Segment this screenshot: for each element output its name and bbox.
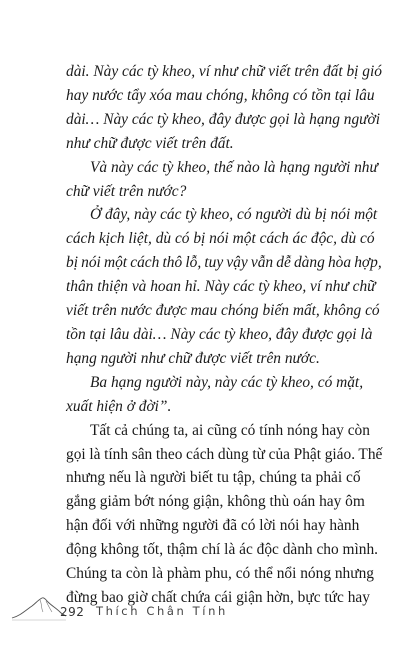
text-line: bị nói một cách thô lỗ, tuy vậy vẫn dễ dàng hòa hợp, (66, 254, 382, 272)
paragraph (66, 156, 382, 204)
text-line: Ở đây, này các tỳ kheo, có người dù bị nói một (90, 206, 378, 224)
text-line: gắng giảm bớt nóng giận, không thù oán hay ôm (66, 493, 365, 511)
text-line: động không tốt, thậm chí là ác độc dành cho mình. (66, 541, 379, 559)
text-line: Tất cả chúng ta, ai cũng có tính nóng hay còn (90, 421, 370, 439)
text-line: xuất hiện ở đời”. (66, 397, 172, 415)
body-text (66, 60, 382, 610)
text-line: hạng người như chữ được viết trên nước. (66, 349, 320, 367)
running-footer-author: Thích Chân Tính (96, 604, 228, 618)
text-line: viết trên nước được mau chóng biến mất, không có (66, 302, 380, 320)
text-line: dài. Này các tỳ kheo, ví như chữ viết trên đất bị gió (66, 63, 382, 80)
text-line: thân thiện và hoan hỉ. Này các tỳ kheo, ví như chữ (66, 278, 376, 296)
text-line: Ba hạng người này, này các tỳ kheo, có mặt, (90, 373, 364, 391)
text-line: gọi là tính sân theo cách dùng từ của Phật giáo. Thế (66, 445, 383, 463)
page-number: 292 (60, 605, 85, 619)
text-line: hay nước tẩy xóa mau chóng, không có tồn tại lâu (66, 86, 375, 104)
page-footer (0, 588, 420, 628)
text-line: cách kịch liệt, dù có bị nói một cách ác độc, dù có (66, 230, 375, 248)
text-line: đừng bao giờ chất chứa cái giận hờn, bực tức hay (66, 588, 370, 606)
text-line: tồn tại lâu dài… Này các tỳ kheo, đây được gọi là (66, 325, 373, 343)
text-line: Chúng ta còn là phàm phu, có thể nổi nóng nhưng (66, 565, 374, 583)
paragraph (66, 60, 382, 156)
text-line: hận đối với những người đã có lời nói hay hành (66, 517, 360, 535)
paragraph (66, 419, 382, 610)
text-line: dài… Này các tỳ kheo, đây được gọi là hạng người (66, 110, 381, 128)
paragraph (66, 203, 382, 370)
paragraph (66, 371, 382, 419)
text-line: chữ viết trên nước? (66, 182, 187, 200)
text-line: như chữ được viết trên đất. (66, 134, 234, 152)
text-line: nhưng nếu là người biết tu tập, chúng ta phải cố (66, 469, 361, 487)
text-line: Và này các tỳ kheo, thế nào là hạng người như (90, 158, 378, 176)
